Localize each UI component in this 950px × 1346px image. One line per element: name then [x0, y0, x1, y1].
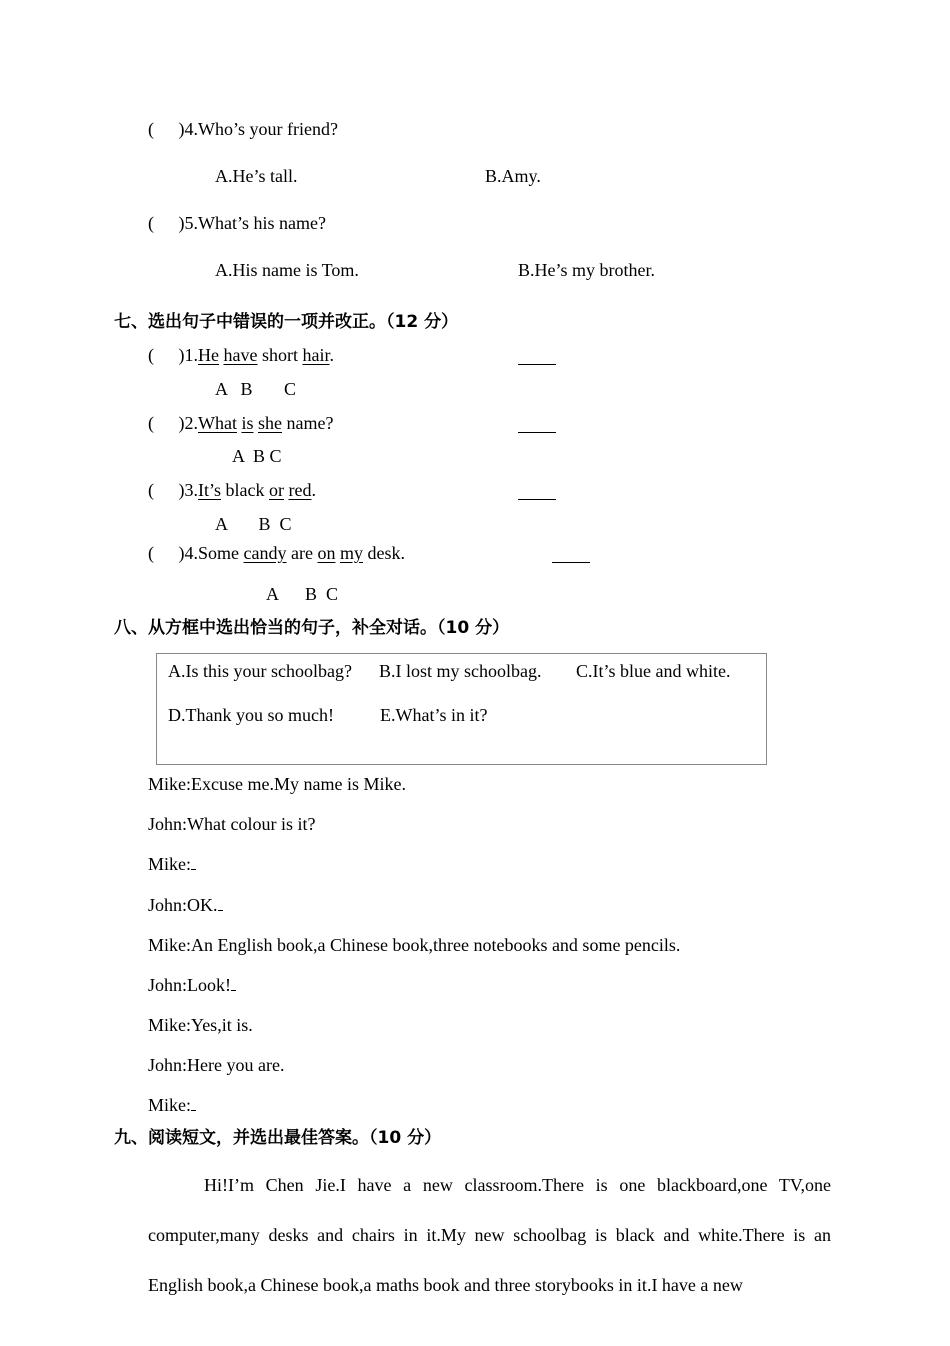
question-7-4 [148, 542, 405, 564]
option-a: A.Is this your schoolbag? [168, 661, 352, 681]
underlined-a: It’s [198, 480, 222, 500]
choice-labels: A B C [215, 379, 297, 399]
option-d: D.Thank you so much! [168, 705, 334, 725]
underlined-a: He [198, 345, 219, 365]
option-c: C.It’s blue and white. [576, 661, 731, 681]
option-a: A.His name is Tom. [215, 260, 359, 280]
dialogue-line: John:Here you are. [148, 1055, 285, 1075]
underlined-c: she [258, 413, 282, 433]
underlined-a: What [198, 413, 237, 433]
correction-blank[interactable] [518, 348, 556, 365]
underlined-b: or [269, 480, 284, 500]
section-8-heading: 八、从方框中选出恰当的句子，补全对话。（10 分） [114, 618, 510, 638]
question-number: )1. [178, 345, 198, 365]
text: short [257, 345, 303, 365]
option-a: A.He’s tall. [215, 166, 298, 186]
answer-blank[interactable] [218, 894, 223, 911]
dialogue-line [148, 853, 196, 875]
answer-bracket: ( [148, 119, 154, 139]
text: Some [198, 543, 244, 563]
option-e: E.What’s in it? [380, 705, 488, 725]
correction-blank[interactable] [518, 483, 556, 500]
choice-labels: A B C [232, 446, 282, 466]
underlined-a: candy [243, 543, 287, 563]
answer-bracket: ( [148, 413, 154, 433]
correction-blank[interactable] [518, 416, 556, 433]
dialogue-line: John:What colour is it? [148, 814, 316, 834]
dialogue-line [148, 894, 223, 916]
question-text: )5.What’s his name? [178, 213, 326, 233]
question-7-2 [148, 412, 333, 434]
dialogue-line [148, 1094, 196, 1116]
answer-bracket: ( [148, 543, 154, 563]
question-6-5 [148, 212, 326, 234]
dialogue-text: Mike: [148, 854, 191, 874]
underlined-b: on [317, 543, 336, 563]
option-b: B.I lost my schoolbag. [379, 661, 542, 681]
text: desk. [363, 543, 405, 563]
question-7-1 [148, 344, 334, 366]
underlined-b: have [223, 345, 258, 365]
section-9-heading: 九、阅读短文，并选出最佳答案。（10 分） [114, 1128, 442, 1148]
choice-labels: A B C [266, 584, 339, 604]
question-6-4 [148, 118, 338, 140]
question-number: )4. [178, 543, 198, 563]
dialogue-line [148, 974, 236, 996]
answer-blank[interactable] [191, 1094, 196, 1111]
dialogue-text: John:OK. [148, 895, 218, 915]
option-b: B.Amy. [485, 166, 541, 186]
dialogue-line: Mike:Yes,it is. [148, 1015, 253, 1035]
choice-labels: A B C [215, 514, 292, 534]
option-b: B.He’s my brother. [518, 260, 655, 280]
answer-bracket: ( [148, 480, 154, 500]
text: . [311, 480, 316, 500]
answer-blank[interactable] [231, 974, 236, 991]
answer-bracket: ( [148, 213, 154, 233]
text: black [221, 480, 269, 500]
underlined-c: red [288, 480, 312, 500]
answer-bracket: ( [148, 345, 154, 365]
dialogue-line: Mike:An English book,a Chinese book,three notebooks and some pencils. [148, 935, 681, 955]
underlined-c: my [339, 543, 363, 563]
question-number: )2. [178, 413, 198, 433]
dialogue-text: Mike: [148, 1095, 191, 1115]
text: . [329, 345, 334, 365]
answer-blank[interactable] [191, 853, 196, 870]
dialogue-line: Mike:Excuse me.My name is Mike. [148, 774, 406, 794]
question-text: )4.Who’s your friend? [178, 119, 338, 139]
question-7-3 [148, 479, 316, 501]
underlined-b: is [241, 413, 254, 433]
correction-blank[interactable] [552, 546, 590, 563]
underlined-c: hair [302, 345, 330, 365]
reading-passage: Hi!I’m Chen Jie.I have a new classroom.There is one blackboard,one TV,one computer,many desks and chairs in it.My new schoolbag is black and white.There is an English book,a Chinese book,a maths book and three storybooks in it.I have a new [148, 1175, 831, 1295]
question-number: )3. [178, 480, 198, 500]
dialogue-text: John:Look! [148, 975, 231, 995]
text: name? [282, 413, 334, 433]
text: are [286, 543, 318, 563]
section-7-heading: 七、选出句子中错误的一项并改正。（12 分） [114, 312, 459, 332]
